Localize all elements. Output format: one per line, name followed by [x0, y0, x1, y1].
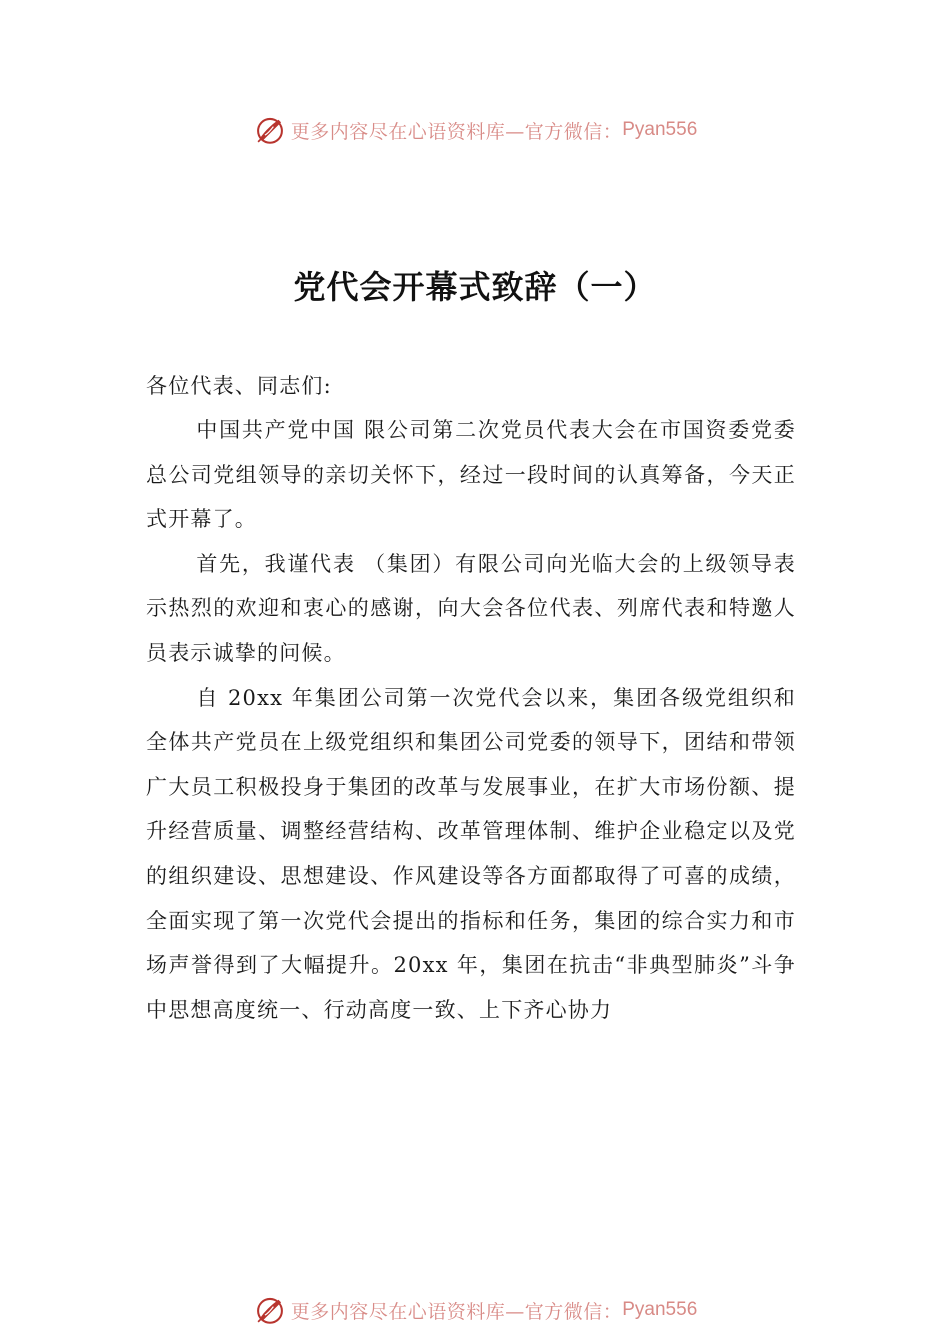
- document-title: 党代会开幕式致辞（一）: [293, 268, 657, 306]
- banner-text: 更多内容尽在心语资料库—官方微信：: [290, 120, 623, 143]
- wechat-id: Pyan556: [622, 1299, 698, 1320]
- footer-banner: [0, 1288, 950, 1332]
- wechat-id: Pyan556: [622, 119, 698, 140]
- document-body: [146, 364, 796, 1032]
- pen-nib-logo-icon: [253, 113, 287, 147]
- salutation: 各位代表、同志们:: [146, 374, 332, 398]
- header-banner: [0, 108, 950, 152]
- paragraph: 中国共产党中国 限公司第二次党员代表大会在市国资委党委 总公司党组领导的亲切关怀下，经过一段时间的认真筹备，今天正式开幕了。: [146, 418, 796, 532]
- banner-text: 更多内容尽在心语资料库—官方微信：: [290, 1300, 623, 1323]
- pen-nib-logo-icon: [253, 1293, 287, 1327]
- paragraph: 首先，我谨代表 （集团）有限公司向光临大会的上级领导表示热烈的欢迎和衷心的感谢，向大会各位代表、列席代表和特邀人员表示诚挚的问候。: [146, 551, 796, 665]
- paragraph: 自 20xx 年集团公司第一次党代会以来，集团各级党组织和全体共产党员在上级党组织和集团公司党委的领导下，团结和带领广大员工积极投身于集团的改革与发展事业，在扩大市场份额、提升经营质量、调整经营结构、改革管理体制、维护企业稳定以及党的组织建设、思想建设、作风建设等各方面都取得了可喜的成绩，全面实现了第一次党代会提出的指标和任务，集团的综合实力和市场声誉得到了大幅提升。20xx 年，集团在抗击“非典型肺炎”斗争中思想高度统一、行动高度一致、上下齐心协力: [146, 685, 796, 1022]
